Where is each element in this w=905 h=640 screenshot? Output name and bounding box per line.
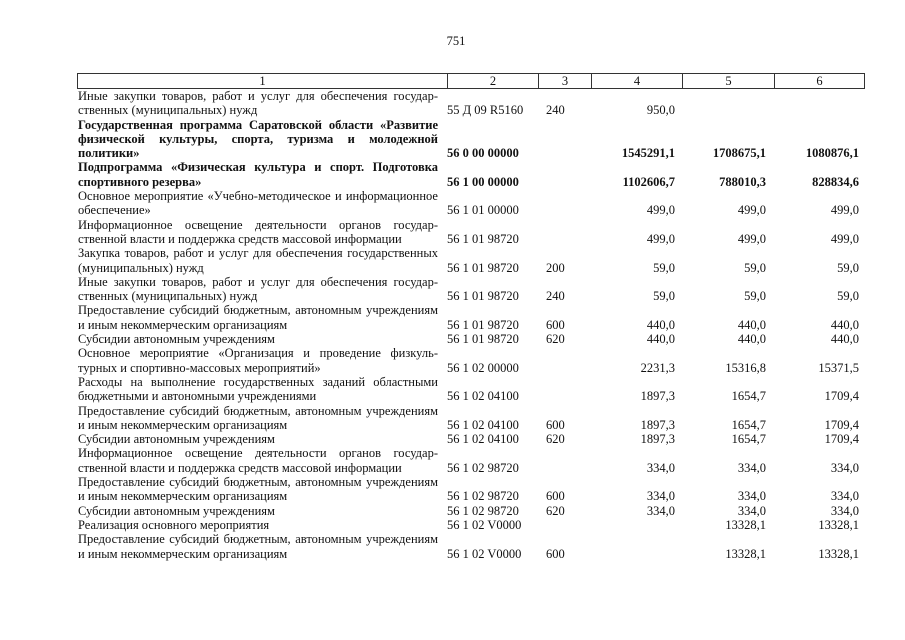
row-description: Предоставление субсидий бюджетным, автономным учреждениям и иным некоммерческим организациям bbox=[78, 403, 438, 432]
row-value-col5: 59,0 bbox=[744, 289, 766, 304]
table-row bbox=[78, 518, 864, 532]
row-code: 56 0 00 00000 bbox=[447, 146, 519, 161]
row-value-col4: 440,0 bbox=[646, 317, 675, 332]
table-header bbox=[77, 73, 865, 89]
header-col-2: 2 bbox=[447, 74, 538, 88]
row-value-col5: 499,0 bbox=[737, 231, 766, 246]
row-description: Предоставление субсидий бюджетным, автономным учреждениям и иным некоммерческим организациям bbox=[78, 532, 438, 561]
row-expense-type: 600 bbox=[546, 317, 565, 332]
row-value-col5: 1654,7 bbox=[731, 389, 766, 404]
row-value-col6: 59,0 bbox=[837, 289, 859, 304]
row-value-col6: 828834,6 bbox=[812, 174, 859, 189]
row-value-col5: 15316,8 bbox=[725, 360, 766, 375]
table-row bbox=[78, 432, 864, 446]
row-code: 56 1 02 04100 bbox=[447, 417, 519, 432]
row-description: Субсидии автономным учреждениям bbox=[78, 503, 275, 518]
row-description: Субсидии автономным учреждениям bbox=[78, 432, 275, 447]
row-value-col6: 499,0 bbox=[830, 203, 859, 218]
table-row bbox=[78, 89, 864, 118]
table-row bbox=[78, 475, 864, 504]
row-value-col6: 440,0 bbox=[830, 317, 859, 332]
row-code: 56 1 02 00000 bbox=[447, 360, 519, 375]
row-description: Основное мероприятие «Организация и проведение физкультурных и спортивно-массовых мероприятий» bbox=[78, 346, 438, 375]
row-value-col4: 440,0 bbox=[646, 332, 675, 347]
row-code: 56 1 01 98720 bbox=[447, 260, 519, 275]
table-row bbox=[78, 303, 864, 332]
table-row bbox=[78, 346, 864, 375]
row-description: Информационное освещение деятельности органов государственной власти и поддержка средств массовой информации bbox=[78, 217, 438, 246]
row-value-col6: 334,0 bbox=[830, 503, 859, 518]
row-value-col5: 59,0 bbox=[744, 260, 766, 275]
budget-table bbox=[78, 89, 864, 561]
header-col-5: 5 bbox=[682, 74, 774, 88]
row-value-col6: 59,0 bbox=[837, 260, 859, 275]
row-value-col4: 334,0 bbox=[646, 503, 675, 518]
row-value-col4: 2231,3 bbox=[640, 360, 675, 375]
row-description: Реализация основного мероприятия bbox=[78, 517, 270, 532]
row-code: 56 1 02 98720 bbox=[447, 503, 519, 518]
page-number: 751 bbox=[446, 34, 466, 48]
row-value-col4: 1102606,7 bbox=[622, 174, 675, 189]
row-code: 56 1 02 98720 bbox=[447, 489, 519, 504]
row-code: 56 1 01 98720 bbox=[447, 317, 519, 332]
row-expense-type: 600 bbox=[546, 417, 565, 432]
table-row bbox=[78, 118, 864, 161]
row-value-col6: 1709,4 bbox=[824, 389, 859, 404]
row-value-col4: 59,0 bbox=[653, 289, 675, 304]
row-value-col4: 1897,3 bbox=[640, 389, 675, 404]
row-code: 56 1 00 00000 bbox=[447, 174, 519, 189]
row-value-col5: 499,0 bbox=[737, 203, 766, 218]
row-value-col4: 950,0 bbox=[646, 103, 675, 118]
row-expense-type: 620 bbox=[546, 503, 565, 518]
row-code: 56 1 01 00000 bbox=[447, 203, 519, 218]
row-expense-type: 240 bbox=[546, 103, 565, 118]
row-expense-type: 600 bbox=[546, 546, 565, 561]
row-description: Субсидии автономным учреждениям bbox=[78, 332, 275, 347]
table-row bbox=[78, 375, 864, 404]
row-expense-type: 200 bbox=[546, 260, 565, 275]
row-value-col5: 334,0 bbox=[737, 489, 766, 504]
row-value-col4: 499,0 bbox=[646, 231, 675, 246]
header-col-4: 4 bbox=[591, 74, 682, 88]
row-value-col4: 1897,3 bbox=[640, 417, 675, 432]
row-expense-type: 620 bbox=[546, 332, 565, 347]
row-value-col6: 1709,4 bbox=[824, 417, 859, 432]
row-value-col6: 499,0 bbox=[830, 231, 859, 246]
row-value-col5: 334,0 bbox=[737, 503, 766, 518]
row-value-col4: 59,0 bbox=[653, 260, 675, 275]
row-expense-type: 240 bbox=[546, 289, 565, 304]
row-value-col5: 440,0 bbox=[737, 332, 766, 347]
row-description: Основное мероприятие «Учебно-методическое и информационное обеспечение» bbox=[78, 189, 438, 218]
row-value-col6: 1080876,1 bbox=[805, 146, 859, 161]
table-row bbox=[78, 504, 864, 518]
table-row bbox=[78, 218, 864, 247]
row-value-col6: 334,0 bbox=[830, 489, 859, 504]
table-row bbox=[78, 332, 864, 346]
row-code: 56 1 01 98720 bbox=[447, 332, 519, 347]
row-value-col5: 440,0 bbox=[737, 317, 766, 332]
table-row bbox=[78, 275, 864, 304]
row-value-col4: 1545291,1 bbox=[621, 146, 675, 161]
row-value-col4: 334,0 bbox=[646, 489, 675, 504]
row-value-col5: 13328,1 bbox=[725, 517, 766, 532]
table-row bbox=[78, 404, 864, 433]
row-code: 56 1 01 98720 bbox=[447, 289, 519, 304]
row-expense-type: 600 bbox=[546, 489, 565, 504]
row-code: 56 1 02 04100 bbox=[447, 389, 519, 404]
row-value-col6: 1709,4 bbox=[824, 432, 859, 447]
row-value-col6: 13328,1 bbox=[818, 546, 859, 561]
table-row bbox=[78, 446, 864, 475]
header-col-3: 3 bbox=[538, 74, 591, 88]
row-value-col5: 1708675,1 bbox=[712, 146, 766, 161]
row-value-col5: 1654,7 bbox=[731, 432, 766, 447]
row-description: Иные закупки товаров, работ и услуг для обеспечения государственных (муниципальных) нужд bbox=[78, 89, 438, 118]
row-description: Закупка товаров, работ и услуг для обеспечения государственных (муниципальных) нужд bbox=[78, 246, 438, 275]
row-code: 55 Д 09 R5160 bbox=[447, 103, 524, 118]
table-row bbox=[78, 246, 864, 275]
row-code: 56 1 02 04100 bbox=[447, 432, 519, 447]
row-description: Информационное освещение деятельности органов государственной власти и поддержка средств массовой информации bbox=[78, 446, 438, 475]
row-value-col6: 15371,5 bbox=[818, 360, 859, 375]
row-description: Иные закупки товаров, работ и услуг для обеспечения государственных (муниципальных) нужд bbox=[78, 274, 438, 304]
row-code: 56 1 02 V0000 bbox=[447, 517, 522, 532]
row-code: 56 1 02 98720 bbox=[447, 460, 519, 475]
row-expense-type: 620 bbox=[546, 432, 565, 447]
row-value-col4: 1897,3 bbox=[640, 432, 675, 447]
row-value-col5: 788010,3 bbox=[719, 174, 766, 189]
row-code: 56 1 02 V0000 bbox=[447, 546, 522, 561]
table-row bbox=[78, 532, 864, 561]
header-col-6: 6 bbox=[774, 74, 864, 88]
row-value-col6: 334,0 bbox=[830, 460, 859, 475]
table-row bbox=[78, 160, 864, 189]
row-code: 56 1 01 98720 bbox=[447, 231, 519, 246]
header-col-1: 1 bbox=[259, 74, 266, 88]
row-value-col5: 13328,1 bbox=[725, 546, 766, 561]
row-value-col5: 334,0 bbox=[737, 460, 766, 475]
row-value-col6: 13328,1 bbox=[818, 517, 859, 532]
row-description: Предоставление субсидий бюджетным, автономным учреждениям и иным некоммерческим организациям bbox=[78, 303, 438, 332]
row-value-col4: 334,0 bbox=[646, 460, 675, 475]
row-description: Государственная программа Саратовской области «Развитие физической культуры, спорта, туризма и молодежной политики» bbox=[78, 117, 438, 161]
row-value-col6: 440,0 bbox=[830, 332, 859, 347]
row-value-col5: 1654,7 bbox=[731, 417, 766, 432]
row-description: Расходы на выполнение государственных заданий областными бюджетными и автономными учреждениями bbox=[78, 374, 438, 404]
row-value-col4: 499,0 bbox=[646, 203, 675, 218]
table-row bbox=[78, 189, 864, 218]
row-description: Предоставление субсидий бюджетным, автономным учреждениям и иным некоммерческим организациям bbox=[78, 475, 438, 504]
row-description: Подпрограмма «Физическая культура и спорт. Подготовка спортивного резерва» bbox=[78, 160, 438, 189]
